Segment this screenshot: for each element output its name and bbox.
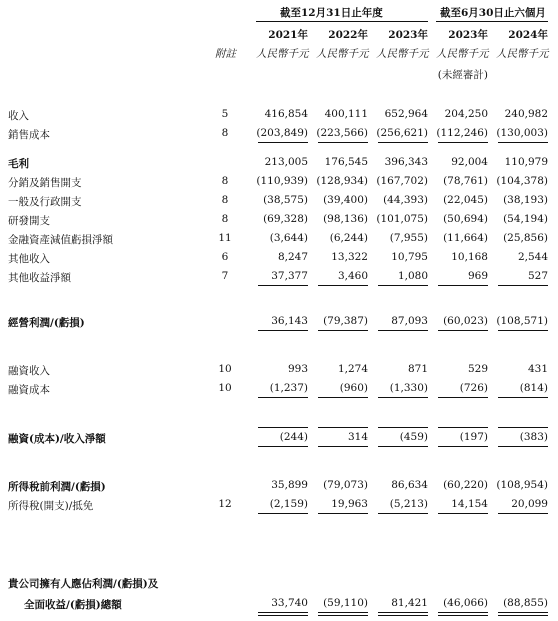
row-note: 10 (218, 382, 232, 394)
row-value: (78,761) (443, 175, 488, 187)
year-2021: 2021年 (268, 29, 308, 41)
row-label: 分銷及銷售開支 (8, 177, 82, 189)
row-value: (459) (399, 431, 428, 443)
row-note: 10 (218, 363, 232, 375)
subtotal-rule (378, 142, 428, 143)
row-value: 37,377 (271, 270, 308, 282)
row-value: 2,544 (517, 251, 548, 263)
row-value: 81,421 (391, 597, 428, 609)
row-note: 8 (221, 213, 229, 225)
row-label: 融資成本 (8, 384, 50, 396)
unit-header: 人民幣千元 (496, 48, 549, 60)
row-value: 240,982 (504, 108, 548, 120)
subtotal-rule (438, 513, 488, 514)
row-value: 431 (527, 363, 548, 375)
row-value: 19,963 (331, 498, 368, 510)
row-value: 1,080 (397, 270, 428, 282)
year-2023: 2023年 (388, 29, 428, 41)
subtotal-rule (378, 513, 428, 514)
notes-header: 附註 (215, 48, 236, 60)
year-2022: 2022年 (328, 29, 368, 41)
row-value: 204,250 (444, 108, 488, 120)
row-value: 213,005 (264, 156, 308, 168)
subtotal-rule (318, 397, 368, 398)
row-value: (104,378) (496, 175, 548, 187)
row-value: (1,330) (389, 382, 428, 394)
row-value: (167,702) (376, 175, 428, 187)
row-value: (59,110) (323, 597, 368, 609)
subtotal-rule (258, 330, 308, 331)
row-value: 33,740 (271, 597, 308, 609)
row-value: 416,854 (264, 108, 308, 120)
subtotal-rule (498, 142, 548, 143)
row-value: 10,795 (391, 251, 428, 263)
row-note: 11 (218, 232, 232, 244)
subtotal-rule (378, 446, 428, 447)
subtotal-rule (258, 513, 308, 514)
subtotal-rule (258, 142, 308, 143)
subtotal-rule (438, 142, 488, 143)
row-value: (79,387) (323, 315, 368, 327)
subtotal-rule (318, 142, 368, 143)
row-value: (60,023) (443, 315, 488, 327)
row-value: 969 (467, 270, 488, 282)
header-rule-fiscal-year (256, 21, 428, 22)
row-value: 529 (467, 363, 488, 375)
row-value: (46,066) (443, 597, 488, 609)
row-value: (197) (459, 431, 488, 443)
row-label: 一般及行政開支 (8, 196, 82, 208)
row-value: (1,237) (269, 382, 308, 394)
row-value: 527 (527, 270, 548, 282)
total-double-rule (258, 612, 308, 616)
row-label: 其他收益淨額 (8, 272, 71, 284)
row-label: 其他收入 (8, 253, 50, 265)
row-value: 871 (407, 363, 428, 375)
row-value: (203,849) (256, 127, 308, 139)
subtotal-rule (378, 427, 428, 428)
row-value: (6,244) (329, 232, 368, 244)
year-2024-6m: 2024年 (508, 29, 548, 41)
row-label: 研發開支 (8, 215, 50, 227)
row-value: 35,899 (271, 479, 308, 491)
row-value: (69,328) (263, 213, 308, 225)
header-group-fiscal-year: 截至12月31日止年度 (280, 7, 383, 19)
header-group-six-months: 截至6月30日止六個月 (440, 7, 546, 19)
row-value: (11,664) (443, 232, 488, 244)
row-value: 14,154 (451, 498, 488, 510)
row-value: 400,111 (324, 108, 368, 120)
row-note: 8 (221, 175, 229, 187)
row-value: (7,955) (389, 232, 428, 244)
subtotal-rule (378, 397, 428, 398)
row-label: 金融資產減值虧損淨額 (8, 234, 113, 246)
row-value: 8,247 (277, 251, 308, 263)
row-value: (25,856) (503, 232, 548, 244)
header-rule-six-months (436, 21, 548, 22)
row-value: (88,855) (503, 597, 548, 609)
row-value: (98,136) (323, 213, 368, 225)
row-value: (38,575) (263, 194, 308, 206)
final-label-line1: 貴公司擁有人應佔利潤/(虧損)及 (8, 578, 159, 590)
row-note: 12 (218, 498, 232, 510)
row-label: 銷售成本 (8, 129, 50, 141)
row-note: 6 (221, 251, 229, 263)
subtotal-rule (498, 397, 548, 398)
row-label: 所得稅(開支)/抵免 (8, 500, 94, 512)
subtotal-rule (498, 285, 548, 286)
subtotal-rule (498, 446, 548, 447)
subtotal-rule (318, 330, 368, 331)
row-value: (256,621) (376, 127, 428, 139)
unit-header: 人民幣千元 (256, 48, 309, 60)
row-value: (223,566) (316, 127, 368, 139)
row-note: 5 (221, 108, 229, 120)
row-label: 所得稅前利潤/(虧損) (8, 481, 106, 493)
row-value: 110,979 (504, 156, 548, 168)
subtotal-rule (258, 446, 308, 447)
unit-header: 人民幣千元 (376, 48, 429, 60)
row-value: 86,634 (391, 479, 428, 491)
row-note: 7 (221, 270, 229, 282)
row-value: (44,393) (383, 194, 428, 206)
row-value: (814) (519, 382, 548, 394)
row-value: (108,954) (496, 479, 548, 491)
subtotal-rule (438, 427, 488, 428)
row-value: (22,045) (443, 194, 488, 206)
row-value: (60,220) (443, 479, 488, 491)
row-value: 1,274 (337, 363, 368, 375)
row-value: (38,193) (503, 194, 548, 206)
subtotal-rule (498, 513, 548, 514)
year-2023-6m: 2023年 (448, 29, 488, 41)
row-label: 毛利 (8, 158, 29, 170)
subtotal-rule (438, 285, 488, 286)
subtotal-rule (258, 427, 308, 428)
row-value: (3,644) (269, 232, 308, 244)
row-value: 3,460 (337, 270, 368, 282)
row-value: (108,571) (496, 315, 548, 327)
row-value: (101,075) (376, 213, 428, 225)
subtotal-rule (498, 330, 548, 331)
subtotal-rule (438, 446, 488, 447)
subtotal-rule (318, 446, 368, 447)
row-value: (112,246) (436, 127, 488, 139)
unit-header: 人民幣千元 (316, 48, 369, 60)
row-value: (244) (279, 431, 308, 443)
row-value: (726) (459, 382, 488, 394)
row-note: 8 (221, 127, 229, 139)
subtotal-rule (378, 330, 428, 331)
row-value: 176,545 (324, 156, 368, 168)
row-value: (130,003) (496, 127, 548, 139)
subtotal-rule (318, 285, 368, 286)
row-value: 10,168 (451, 251, 488, 263)
unaudited-label: (未經審計) (437, 69, 488, 81)
row-value: 652,964 (384, 108, 428, 120)
row-value: (39,400) (323, 194, 368, 206)
row-value: 314 (347, 431, 368, 443)
row-value: 396,343 (384, 156, 428, 168)
total-double-rule (438, 612, 488, 616)
row-value: (50,694) (443, 213, 488, 225)
row-value: (960) (339, 382, 368, 394)
subtotal-rule (318, 513, 368, 514)
row-value: (383) (519, 431, 548, 443)
row-value: 92,004 (451, 156, 488, 168)
row-value: (110,939) (256, 175, 308, 187)
total-double-rule (318, 612, 368, 616)
row-value: 87,093 (391, 315, 428, 327)
row-value: 20,099 (511, 498, 548, 510)
row-value: (128,934) (316, 175, 368, 187)
subtotal-rule (498, 427, 548, 428)
subtotal-rule (378, 285, 428, 286)
row-label: 融資(成本)/收入淨額 (8, 433, 106, 445)
row-label: 收入 (8, 110, 29, 122)
row-label: 融資收入 (8, 365, 50, 377)
unit-header: 人民幣千元 (436, 48, 489, 60)
row-value: 36,143 (271, 315, 308, 327)
row-value: (79,073) (323, 479, 368, 491)
total-double-rule (378, 612, 428, 616)
row-value: (2,159) (269, 498, 308, 510)
total-double-rule (498, 612, 548, 616)
subtotal-rule (438, 330, 488, 331)
row-note: 8 (221, 194, 229, 206)
row-value: (5,213) (389, 498, 428, 510)
row-value: 993 (287, 363, 308, 375)
subtotal-rule (318, 427, 368, 428)
row-value: 13,322 (331, 251, 368, 263)
row-label: 經營利潤/(虧損) (8, 317, 85, 329)
row-label: 全面收益/(虧損)總額 (24, 599, 122, 611)
subtotal-rule (258, 397, 308, 398)
row-value: (54,194) (503, 213, 548, 225)
subtotal-rule (438, 397, 488, 398)
subtotal-rule (258, 285, 308, 286)
